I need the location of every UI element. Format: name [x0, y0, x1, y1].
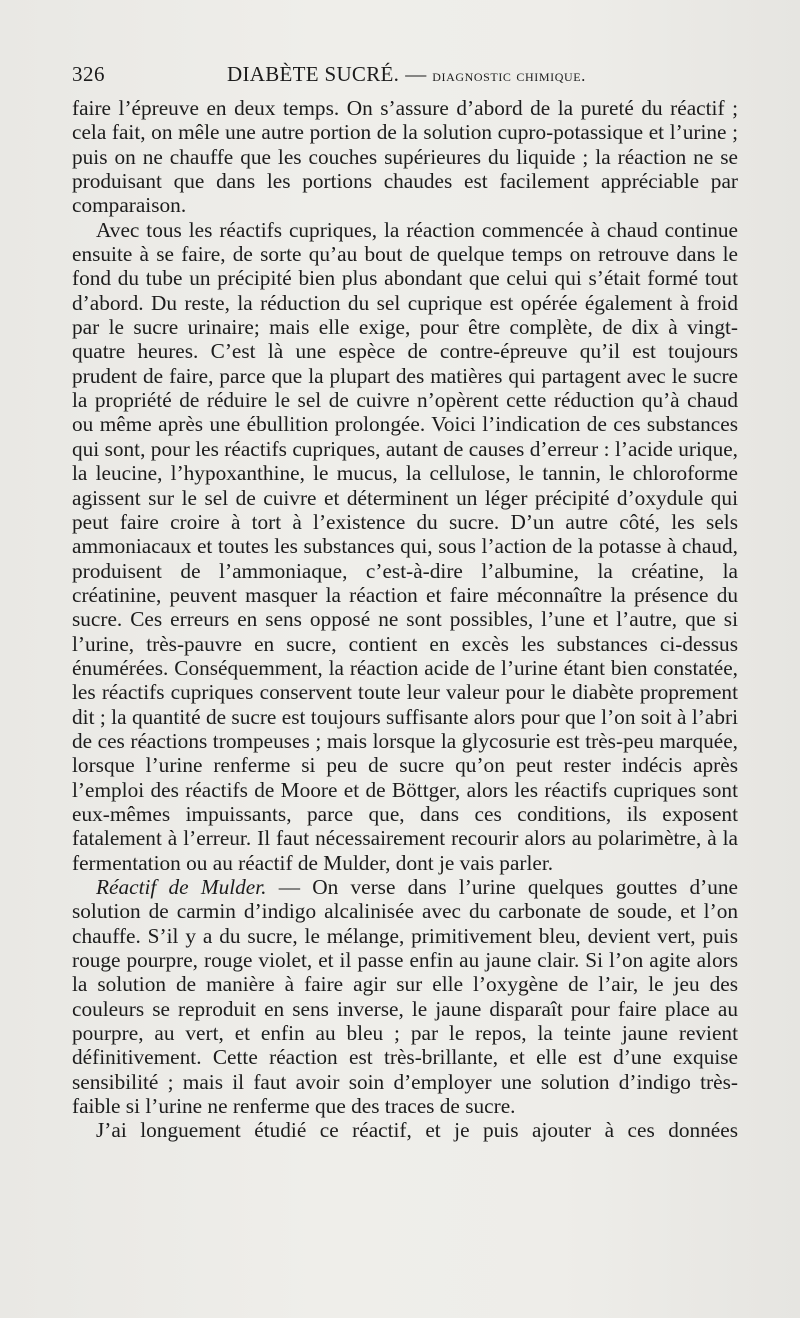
section-subtitle: diagnostic chimique. — [432, 66, 587, 85]
paragraph-cupric-reagents: Avec tous les réactifs cupriques, la réaction commencée à chaud continue ensuite à se faire, de sorte qu’au bout de quelque temps on retrouve dans le fond du tube un précipité bien plus abondant que celui qui s’était formé tout d’abord. Du reste, la réduction du sel cuprique est opérée également à froid par le sucre urinaire; mais elle exige, pour être complète, de dix à vingt-quatre heures. C’est là une espèce de contre-épreuve qu’il est toujours prudent de faire, parce que la plupart des matières qui partagent avec le sucre la propriété de réduire le sel de cuivre n’opèrent cette réduction qu’à chaud ou même après une ébullition prolongée. Voici l’indication de ces substances qui sont, pour les réactifs cupriques, autant de causes d’erreur : l’acide urique, la leucine, l’hypoxanthine, le mucus, la cellulose, le tannin, le chloroforme agissent sur le sel de cuivre et déterminent un léger précipité d’oxydule qui peut faire croire à tort à l’existence du sucre. D’un autre côté, les sels ammoniacaux et toutes les substances qui, sous l’action de la potasse à chaud, produisent de l’ammoniaque, c’est-à-dire l’albumine, la créatine, la créatinine, peuvent masquer la réaction et faire méconnaître la présence du sucre. Ces erreurs en sens opposé ne sont possibles, l’une et l’autre, que si l’urine, très-pauvre en sucre, contient en excès les substances ci-dessus énumérées. Conséquemment, la réaction acide de l’urine étant bien constatée, les réactifs cupriques conservent toute leur valeur pour le diabète proprement dit ; la quantité de sucre est toujours suffisante alors pour que l’on soit à l’abri de ces réactions trompeuses ; mais lorsque la glycosurie est très-peu marquée, lorsque l’urine renferme si peu de sucre qu’on peut rester indécis après l’emploi des réactifs de Moore et de Böttger, alors les réactifs cupriques sont eux-mêmes impuissants, parce que, dans ces conditions, ils exposent fatalement à l’erreur. Il faut nécessairement recourir alors au polarimètre, à la fermentation ou au réactif de Mulder, dont je vais parler. — [72, 217, 738, 875]
page-number: 326 — [72, 62, 105, 86]
paragraph-mulder-reagent — [72, 875, 738, 1118]
body-text — [72, 96, 738, 1143]
title-separator: — — [405, 62, 427, 86]
paragraph-final-line: J’ai longuement étudié ce réactif, et je puis ajouter à ces données — [96, 1118, 738, 1143]
running-header — [72, 58, 738, 88]
mulder-text: — On verse dans l’urine quelques gouttes d’une solution de carmin d’indigo alcalinisée avec du carbonate de soude, et l’on chauffe. S’il y a du sucre, le mélange, primitivement bleu, devient vert, puis rouge pourpre, rouge violet, et il passe enfin au jaune clair. Si l’on agite alors la solution de manière à faire agir sur elle l’oxygène de l’air, le jeu des couleurs se reproduit en sens inverse, le jaune disparaît pour faire place au pourpre, au vert, et enfin au bleu ; par le repos, la teinte jaune revient définitivement. Cette réaction est très-brillante, et elle est d’une exquise sensibilité ; mais il faut avoir soin d’employer une solution d’indigo très-faible si l’urine ne renferme que des traces de sucre. — [72, 875, 738, 1119]
mulder-heading: Réactif de Mulder. — [96, 875, 267, 899]
chapter-title: DIABÈTE SUCRÉ. — [227, 62, 400, 86]
paragraph-continuation: faire l’épreuve en deux temps. On s’assure d’abord de la pureté du réactif ; cela fait, on mêle une autre portion de la solution cupro-potassique et l’urine ; puis on ne chauffe que les couches supérieures du liquide ; la réaction ne se produisant que dans les portions chaudes est facilement appréciable par comparaison. — [72, 96, 738, 218]
running-title — [227, 62, 586, 87]
